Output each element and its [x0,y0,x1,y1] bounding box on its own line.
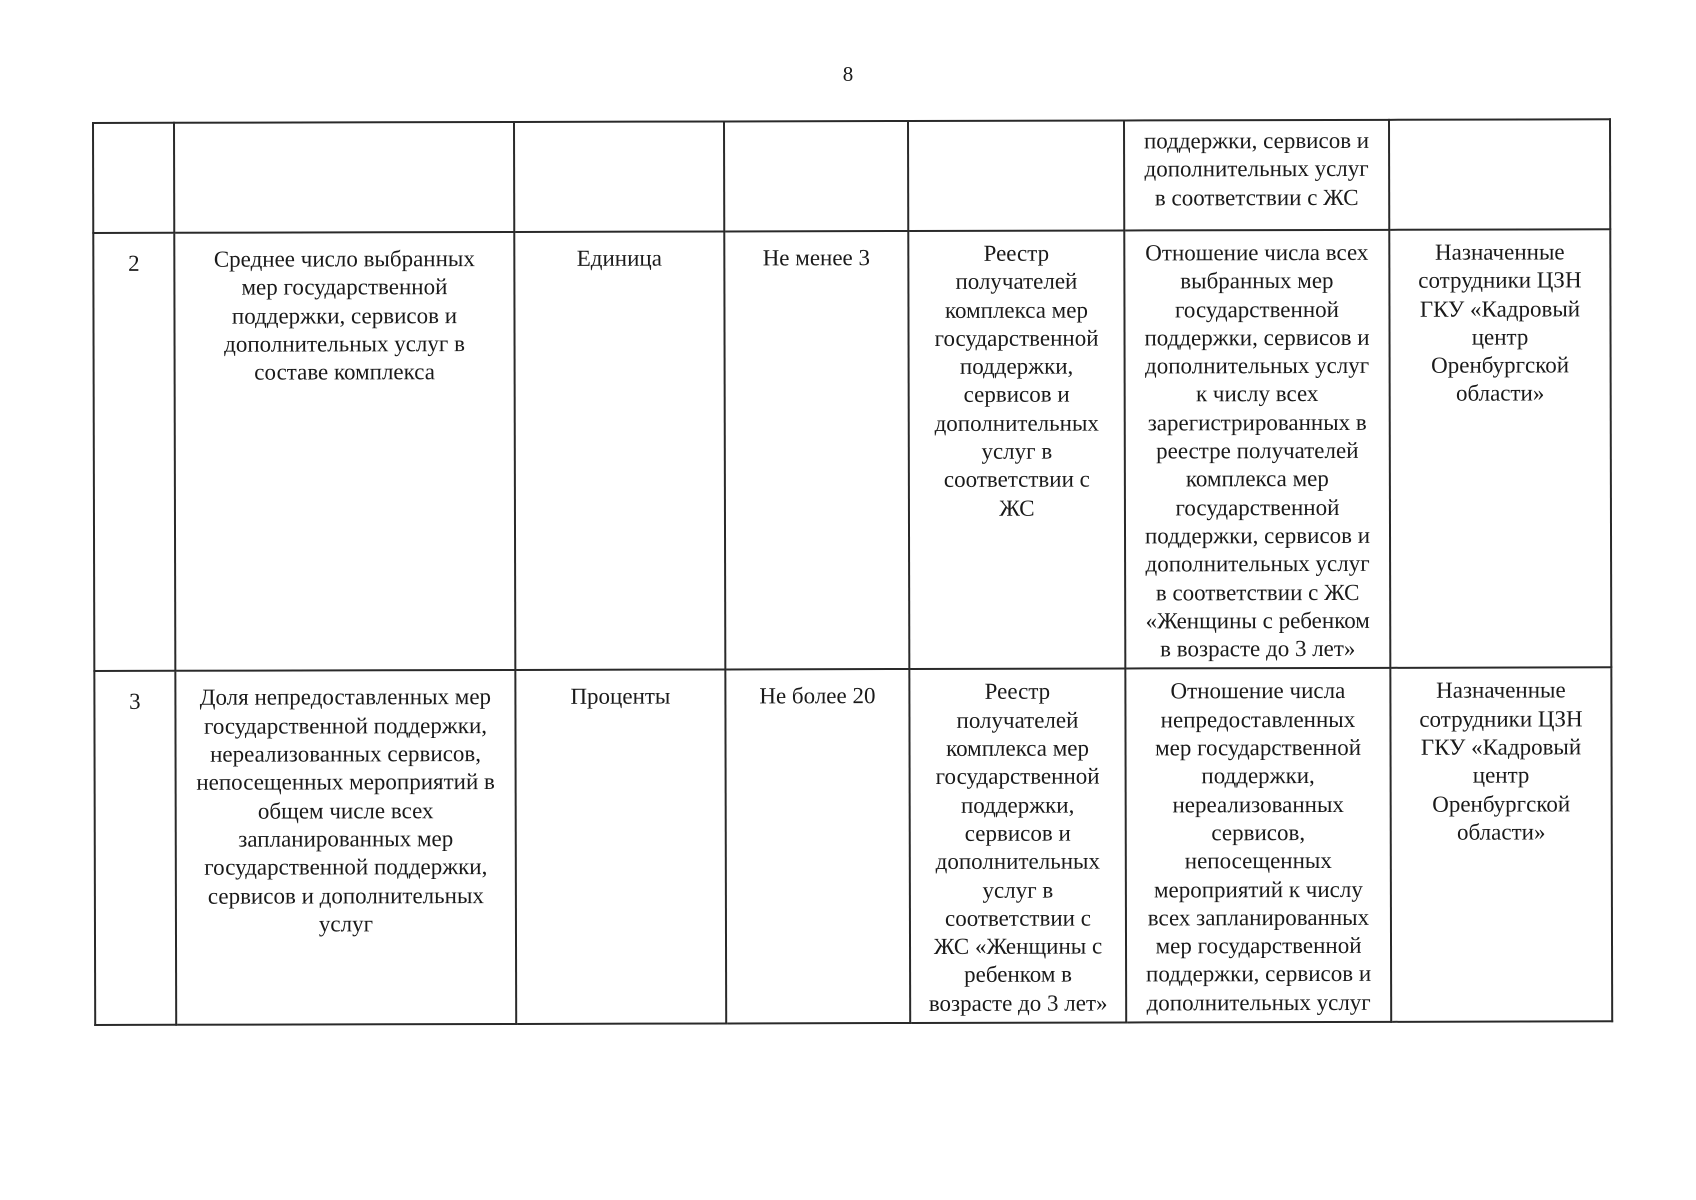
cell-target-value [724,121,908,231]
cell-responsible: Назначенные сотрудники ЦЗН ГКУ «Кадровый центр Оренбургской области» [1389,229,1611,668]
cell-unit [514,121,724,232]
indicators-table [92,118,1613,1026]
cell-calculation-method: поддержки, сервисов и дополнительных услуг в соответствии с ЖС [1124,120,1389,231]
cell-indicator-name: Среднее число выбранных мер государственной поддержки, сервисов и дополнительных услуг в составе комплекса [174,232,515,671]
cell-unit: Проценты [515,670,726,1024]
cell-data-source: Реестр получателей комплекса мер государственной поддержки, сервисов и дополнительных услуг в соответствии с ЖС [908,230,1125,669]
cell-calculation-method: Отношение числа всех выбранных мер государственной поддержки, сервисов и дополнительных услуг к числу всех зарегистрированных в реестре получателей комплекса мер государственной поддержки, сервисов и дополнительных услуг в соответствии с ЖС «Женщины с ребенком в возрасте до 3 лет» [1124,230,1390,669]
cell-responsible [1389,119,1610,230]
cell-indicator-name: Доля непредоставленных мер государственной поддержки, нереализованных сервисов, непосещенных мероприятий в общем числе всех запланированных мер государственной поддержки, сервисов и дополнительных услуг [175,670,516,1024]
cell-calculation-method: Отношение числа непредоставленных мер государственной поддержки, нереализованных сервисов, непосещенных мероприятий к числу всех запланированных мер государственной поддержки, сервисов и дополнительных услуг [1125,668,1391,1022]
cell-data-source [908,120,1124,231]
cell-indicator-name [174,122,514,233]
cell-unit: Единица [514,231,725,670]
cell-data-source: Реестр получателей комплекса мер государственной поддержки, сервисов и дополнительных услуг в соответствии с ЖС «Женщины с ребенком в возрасте до 3 лет» [909,669,1126,1023]
page-number: 8 [842,62,854,86]
cell-number: 3 [94,671,176,1025]
cell-target-value: Не менее 3 [724,231,909,670]
table-row-continuation [93,119,1610,233]
cell-number [93,123,174,233]
cell-responsible: Назначенные сотрудники ЦЗН ГКУ «Кадровый центр Оренбургской области» [1390,668,1612,1022]
table-row [94,668,1612,1025]
cell-target-value: Не более 20 [725,669,910,1023]
cell-number: 2 [93,233,175,672]
table-row [93,229,1611,671]
